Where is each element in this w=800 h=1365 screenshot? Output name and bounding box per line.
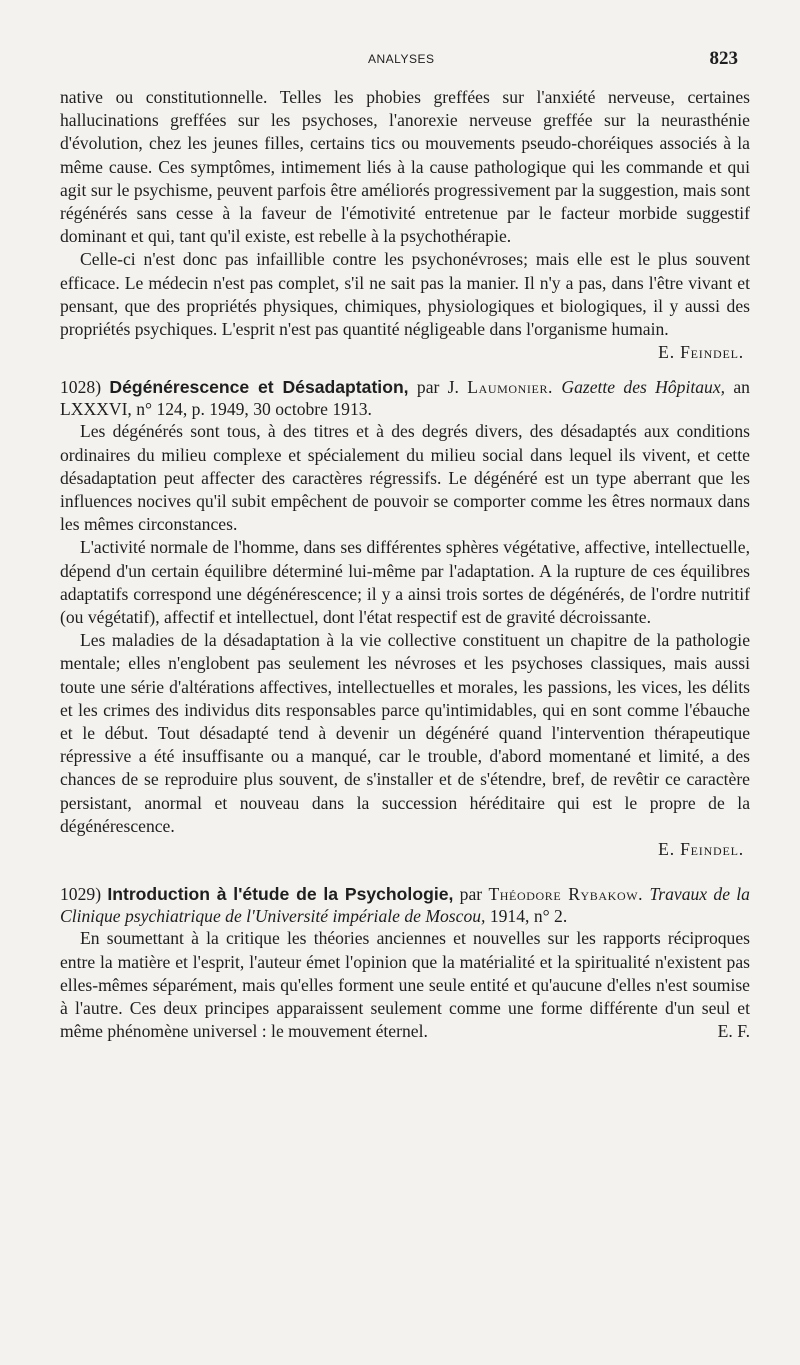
intro-paragraph-1: native ou constitutionnelle. Telles les phobies greffées sur l'anxiété nerveuse, certaines hallucinations greffées sur les psychoses, l'anorexie nerveuse greffée sur la neurasthénie d'évolution, chez les jeunes filles, certains tics ou mouvements pseudo-choréiques associés à la même cause. Ces symptômes, intimement liés à la cause pathologique qui les commande et qui agit sur le psychisme, peuvent parfois être améliorés progressivement par la suggestion, mais sont régénérés sans cesse à la faveur de l'émotivité entretenue par le facteur morbide suggestif dominant et qui, tant qu'il existe, est rebelle à la psychothérapie. — [60, 87, 750, 247]
article-by: par J. — [408, 377, 468, 398]
article-heading — [60, 883, 750, 927]
article-signature: E. Feindel. — [658, 839, 744, 860]
article-signature: E. F. — [717, 1021, 750, 1042]
article-paragraph: L'activité normale de l'homme, dans ses différentes sphères végétative, affective, intellectuelle, dépend d'un certain équilibre déterminé lui-même par l'adaptation. A la rupture de ces équilibres adaptatifs correspond une dégénérescence; il y a ainsi trois sortes de dégénérés, de l'ordre nutritif (ou végétatif), affectif et intellectuel, dont l'état respectif est de gravité décroissante. — [60, 537, 750, 628]
article-journal: Gazette des Hôpitaux, — [561, 377, 726, 398]
article-1028 — [60, 376, 750, 861]
article-paragraph: Les maladies de la désadaptation à la vie collective constituent un chapitre de la pathologie mentale; elles n'englobent pas seulement les névroses et les psychoses classiques, mais aussi toute une série d'altérations affectives, intellectuelles et morales, les passions, les vices, les délits et les crimes des individus dits responsables parce qu'intimidables, qui en sont comme l'ébauche et le début. Tout désadapté tend à devenir un dégénéré quand l'intervention thérapeutique répressive a été insuffisante ou a manqué, car le trouble, d'abord momentané et limité, a des chances de se reproduire plus souvent, de s'installer et de s'étendre, bref, de revêtir ce caractère persistant, anormal et nouveau dans la succession héréditaire qui est le propre de la dégénérescence. — [60, 630, 750, 836]
article-title: Dégénérescence et Désadaptation, — [109, 377, 409, 398]
intro-signature: E. Feindel. — [658, 342, 744, 363]
page-header — [0, 48, 800, 72]
page-body — [60, 86, 750, 1043]
article-citation: an LXXXVI, n° 124, p. 1949, 30 octobre 1913. — [60, 377, 750, 420]
article-title: Introduction à l'étude de la Psychologie, — [107, 884, 454, 905]
article-paragraph — [60, 927, 750, 1043]
article-1029 — [60, 883, 750, 1043]
page-number: 823 — [709, 48, 738, 69]
intro-paragraph-2: Celle-ci n'est donc pas infaillible contre les psychonévroses; mais elle est le plus souvent efficace. Le médecin n'est pas complet, s'il ne sait pas la manier. Il n'y a pas, dans l'être vivant et pensant, que des propriétés physiques, chimiques, physiologiques et biologiques, il y aussi des propriétés psychiques. L'esprit n'est pas quantité négligeable dans l'organisme humain. — [60, 249, 750, 340]
article-author: Laumonier. — [467, 377, 554, 398]
article-citation: 1914, n° 2. — [485, 906, 568, 927]
article-number: 1029) — [60, 884, 102, 905]
article-number: 1028) — [60, 377, 102, 398]
article-paragraph-text: En soumettant à la critique les théories anciennes et nouvelles sur les rapports réciproques entre la matière et l'esprit, l'auteur émet l'opinion que la matérialité et la spiritualité n'existent pas elles-mêmes séparément, mais qu'elles forment une seule entité et qu'aucune d'elles n'est soumise à l'autre. Ces deux principes apparaissent seulement comme une forme différente d'un seul et même phénomène universel : le mouvement éternel. — [60, 928, 750, 1042]
article-journal: Travaux de la Clinique psychiatrique de l'Université impériale de Moscou, — [60, 884, 750, 927]
running-head: ANALYSES — [368, 52, 435, 66]
article-by: par — [453, 884, 489, 905]
article-paragraph: Les dégénérés sont tous, à des titres et à des degrés divers, des désadaptés aux conditions ordinaires du milieu complexe et spécialement du milieu social dans lequel ils vivent, et cette désadaptation peut affecter des caractères régressifs. Le dégénéré est un type aberrant que les influences nocives qu'il subit empêchent de pouvoir se comporter comme les êtres normaux dans les mêmes circonstances. — [60, 421, 750, 535]
article-author: Théodore Rybakow. — [488, 884, 644, 905]
article-heading — [60, 376, 750, 420]
